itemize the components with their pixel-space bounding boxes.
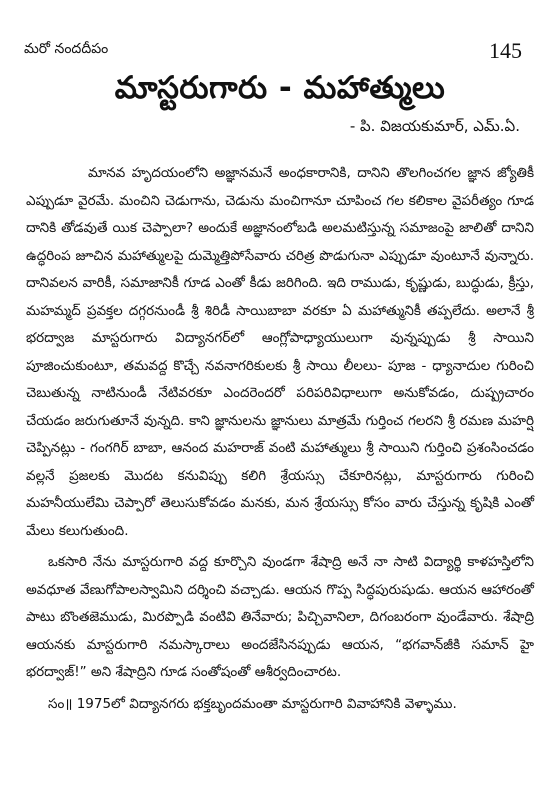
- body-text: [26, 160, 534, 722]
- author-line: - పి. విజయకుమార్, ఎమ్.ఏ.: [349, 117, 520, 135]
- paragraph: సం॥ 1975లో విద్యానగరు భక్తబృందమంతా మాస్టరుగారి వివాహానికి వెళ్ళాము.: [48, 695, 457, 712]
- running-head: మరో నందదీపం: [24, 41, 109, 57]
- paragraph: మానవ హృదయంలోని అజ్ఞానమనే అంధకారానికి, దానిని తొలగించగల జ్ఞాన జ్యోతికీ ఎప్పుడూ వైరమే. మంచిని చెడుగాను, చెడును మంచిగానూ చూపించ గల కలికాల వైపరీత్యం గూడ దానికి తోడవుతే యిక చెప్పాలా? అందుకే అజ్ఞానంలోబడి అలమటిస్తున్న సమాజంపై జాలితో దానిని ఉద్ధరింప జూచిన మహాత్ములపై దుమ్మెత్తిపోసేవారు చరిత్ర పొడుగునా ఎప్పుడూ వుంటూనే వున్నారు. దానివలన వారికీ, సమాజానికీ గూడ ఎంతో కీడు జరిగింది. ఇది రాముడు, కృష్ణుడు, బుద్ధుడు, క్రీస్తు, మహమ్మద్ ప్రవక్తల దగ్గరనుండీ శ్రీ శిరిడీ సాయిబాబా వరకూ ఏ మహాత్మునికీ తప్పలేదు. అలానే శ్రీ భరద్వాజ మాస్టరుగారు విద్యానగర్‌లో ఆంగ్లోపాధ్యాయులుగా వున్నప్పుడు శ్రీ సాయిని పూజించుకుంటూ, తమవద్ద కొచ్చే నవనాగరికులకు శ్రీ సాయి లీలలు- పూజ - ధ్యానాదుల గురించి చెబుతున్న నాటినుండీ నేటివరకూ ఎందరెందరో పరిపరివిధాలుగా అనుకోవడం, దుష్ప్రచారం చేయడం జరుగుతూనే వున్నది. కాని జ్ఞానులను జ్ఞానులు మాత్రమే గుర్తించ గలరని శ్రీ రమణ మహర్షి చెప్పినట్లు - గంగగిర్ బాబా, ఆనంద మహరాజ్ వంటి మహాత్ములు శ్రీ సాయిని గుర్తించి ప్రశంసించడం వల్లనే ప్రజలకు మొదట కనువిప్పు కలిగి శ్రేయస్సు చేకూరినట్లు, మాస్టరుగారు గురించి మహనీయులేమి చెప్పారో తెలుసుకోవడం మనకు, మన శ్రేయస్సు కోసం వారు చేస్తున్న కృషికి ఎంతో మేలు కలుగుతుంది.: [26, 165, 534, 539]
- chapter-title: మాస్టరుగారు - మహాత్ములు: [114, 70, 446, 106]
- page-number: 145: [489, 38, 522, 63]
- paragraph: ఒకసారి నేను మాస్టరుగారి వద్ద కూర్చొని వుండగా శేషాద్రి అనే నా సాటి విద్యార్థి కాళహస్తిలోని అవధూత వేణుగోపాలస్వామిని దర్శించి వచ్చాడు. ఆయన గొప్ప సిద్ధపురుషుడు. ఆయన ఆహారంతో పాటు బొంతజెముడు, మిరప్పొడి వంటివి తినేవారు; పిచ్చివానిలా, దిగంబరంగా వుండేవారు. శేషాద్రి ఆయనకు మాస్టరుగారి నమస్కారాలు అందజేసినప్పుడు ఆయన, “భగవాన్‌జీకి సమాన్ హై భరద్వాజ్!” అని శేషాద్రిని గూడ సంతోషంతో ఆశీర్వదించారట.: [26, 554, 534, 680]
